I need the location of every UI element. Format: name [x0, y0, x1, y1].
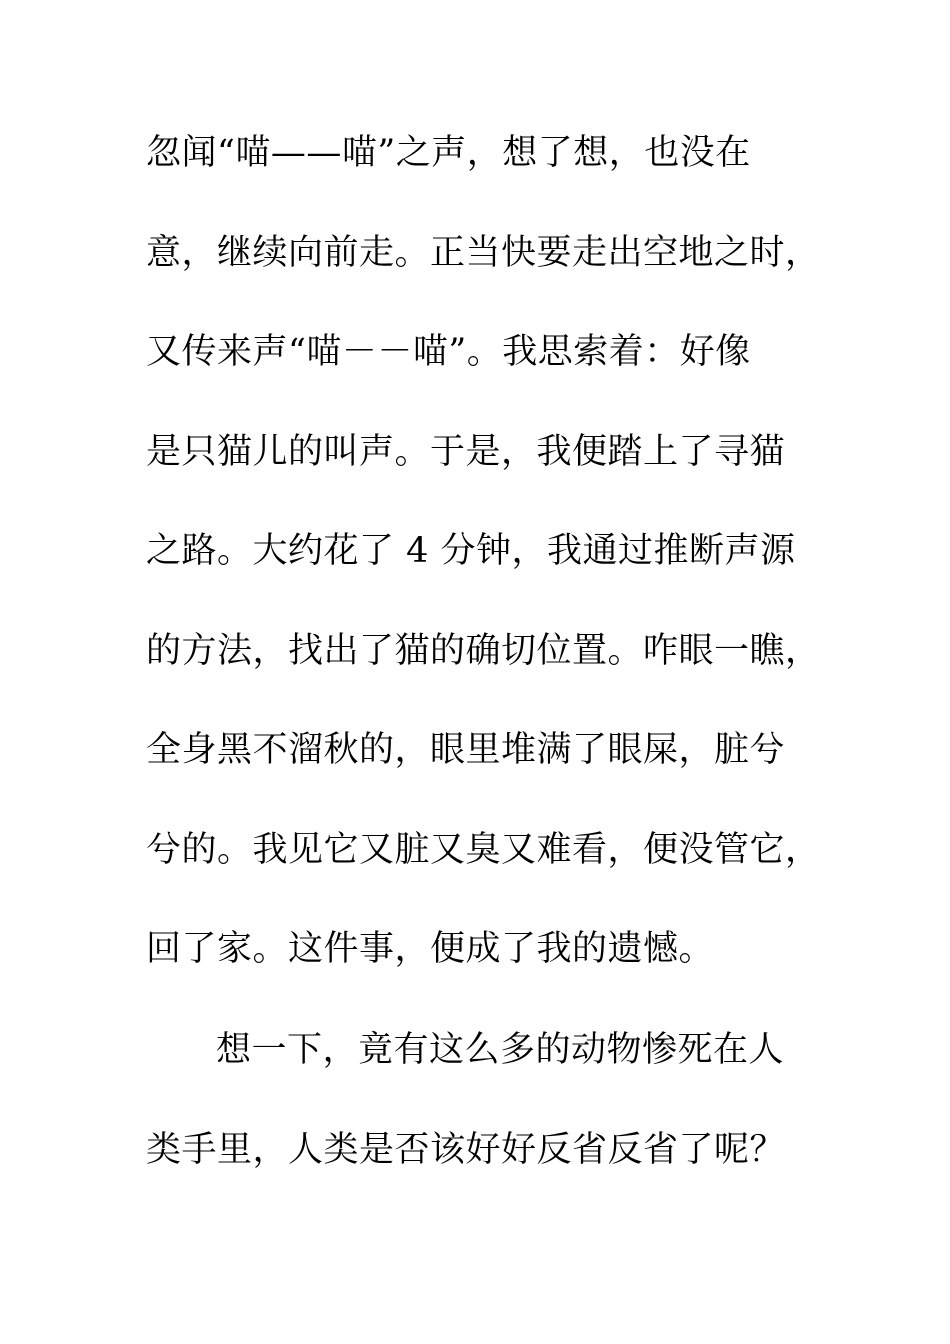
text-line: 忽闻“喵——喵”之声，想了想，也没在 [146, 133, 751, 173]
text-line: 兮的。我见它又脏又臭又难看，便没管它， [146, 830, 821, 870]
text-line: 意，继续向前走。正当快要走出空地之时， [146, 233, 821, 273]
text-line: 全身黑不溜秋的，眼里堆满了眼屎，脏兮 [146, 730, 786, 770]
text-line: 回了家。这件事，便成了我的遗憾。 [146, 929, 715, 969]
text-line: 之路。大约花了 4 分钟，我通过推断声源 [146, 531, 796, 571]
text-line: 的方法，找出了猫的确切位置。咋眼一瞧， [146, 631, 821, 671]
text-line: 又传来声“喵－－喵”。我思索着：好像 [146, 332, 751, 372]
text-line: 类手里，人类是否该好好反省反省了呢？ [146, 1130, 786, 1170]
text-line: 是只猫儿的叫声。于是，我便踏上了寻猫 [146, 432, 786, 472]
paragraph-start-line: 想一下，竟有这么多的动物惨死在人 [216, 1030, 785, 1070]
